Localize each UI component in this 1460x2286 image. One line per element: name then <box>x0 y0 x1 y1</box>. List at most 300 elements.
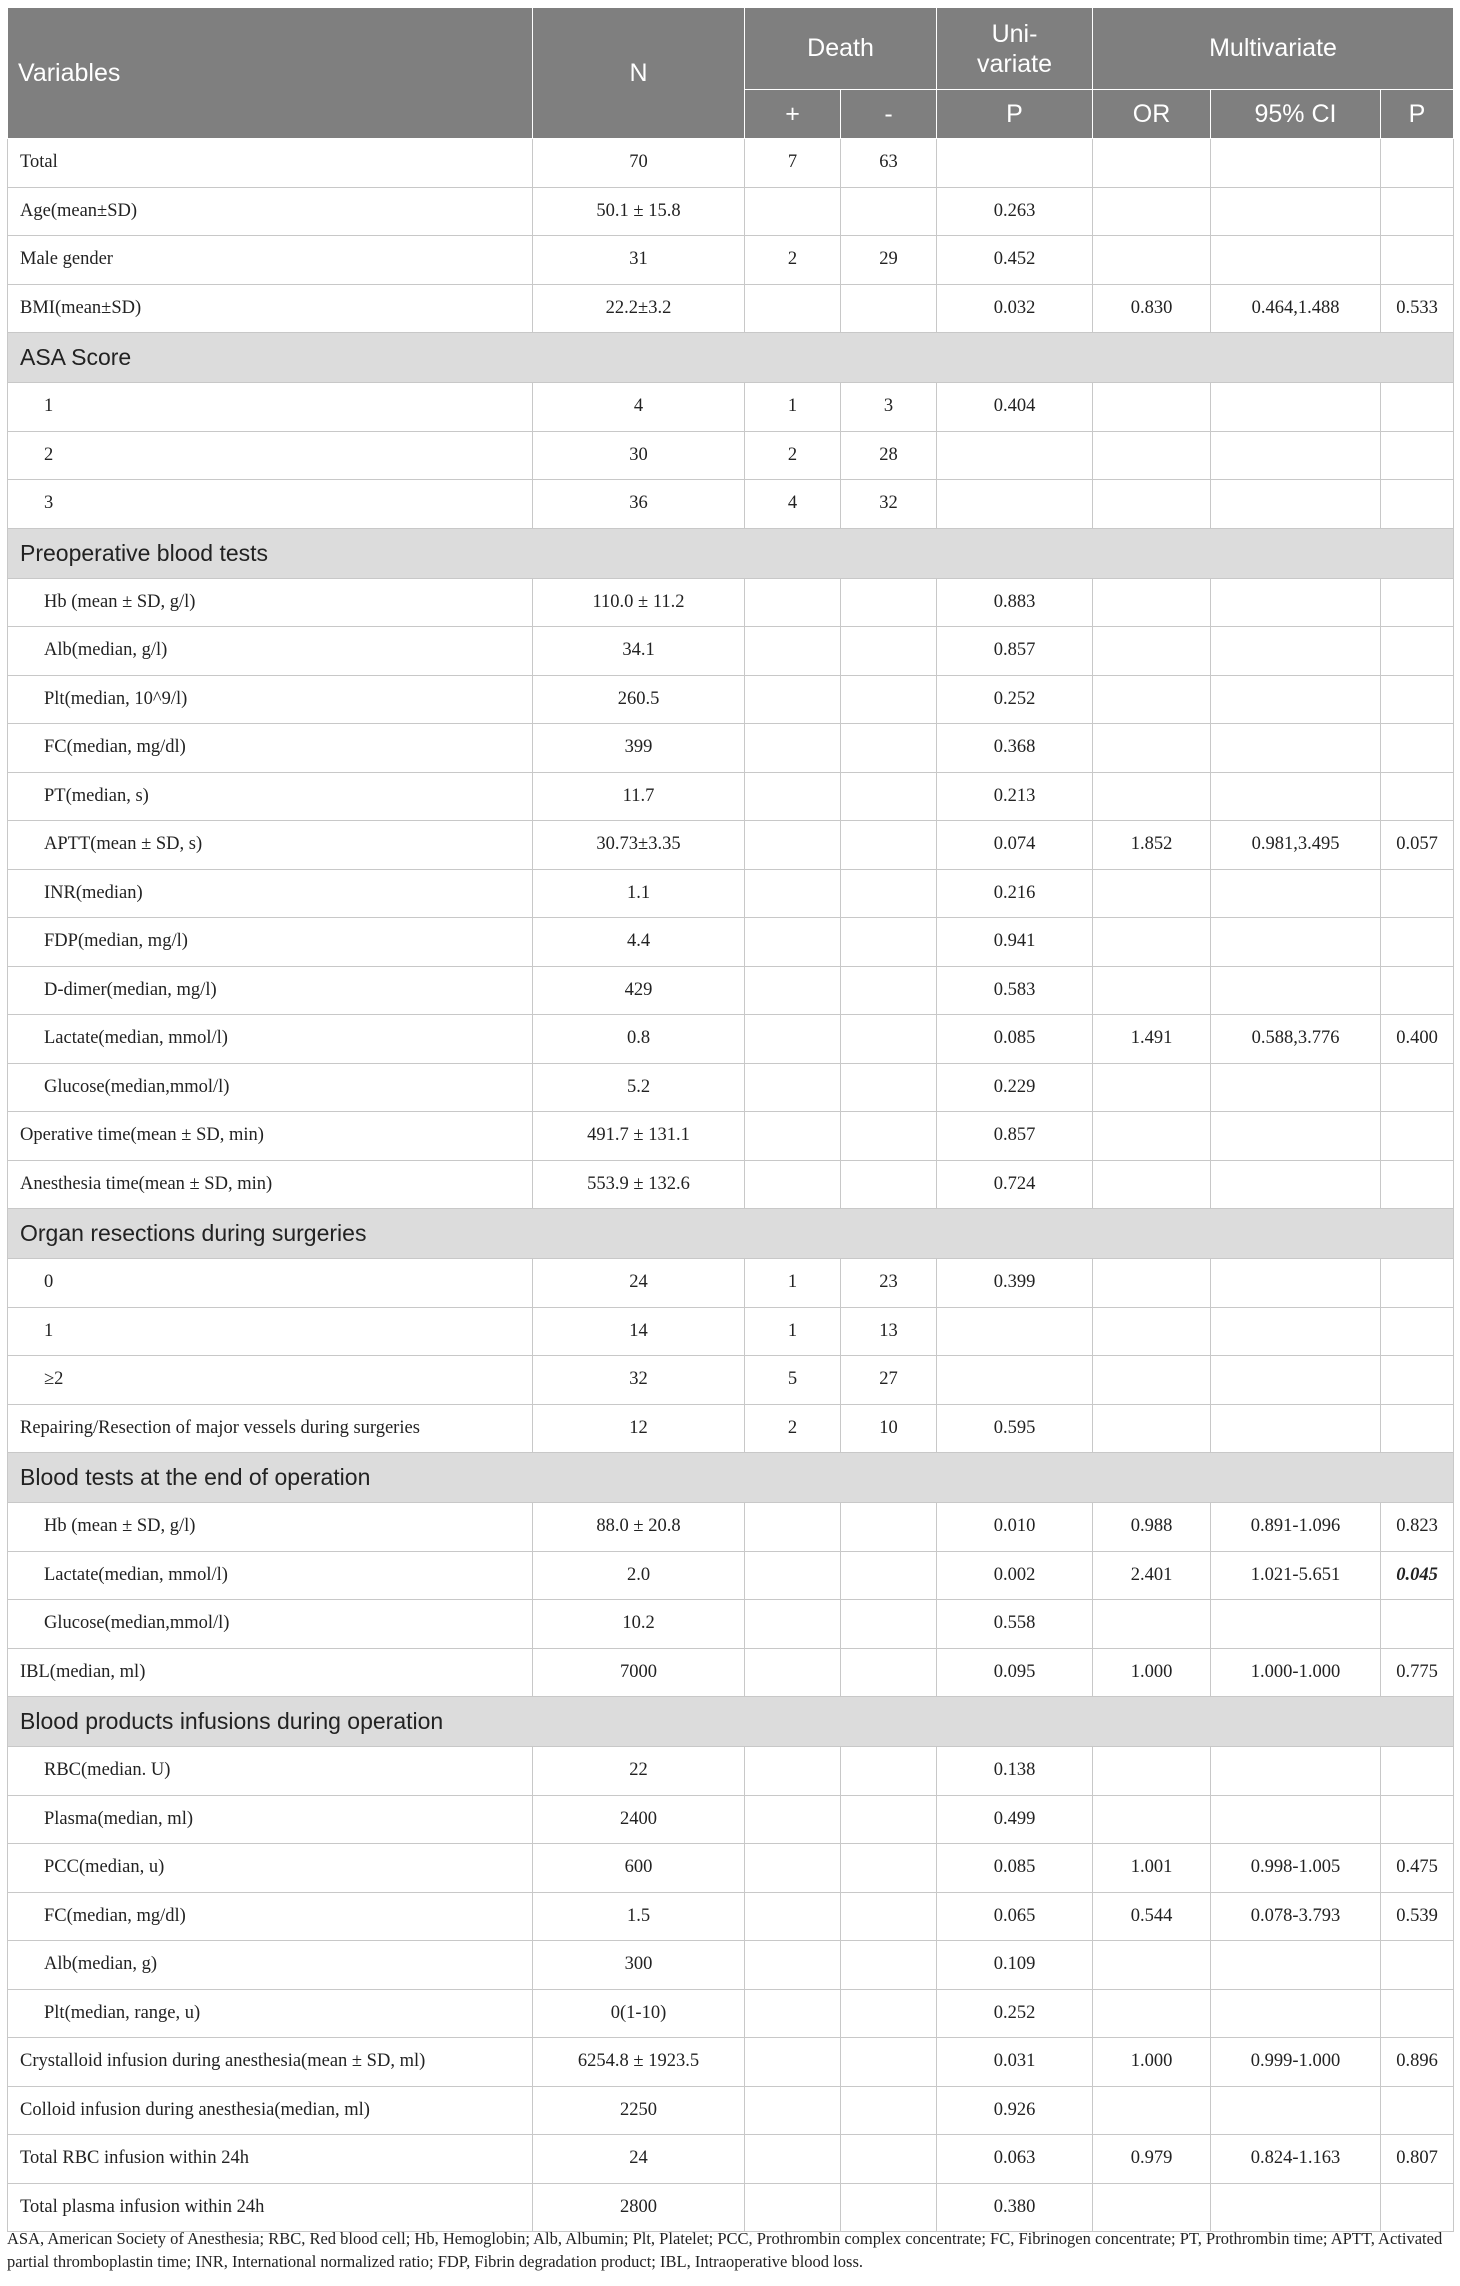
or-cell <box>1093 431 1211 480</box>
ci-cell: 0.998-1.005 <box>1211 1844 1381 1893</box>
death-minus-cell <box>841 284 937 333</box>
table-row <box>8 284 1454 333</box>
n-cell: 88.0 ± 20.8 <box>533 1503 745 1552</box>
death-plus-cell <box>745 724 841 773</box>
ci-cell <box>1211 869 1381 918</box>
section-label: Blood tests at the end of operation <box>8 1453 1454 1503</box>
or-cell: 1.852 <box>1093 821 1211 870</box>
death-minus-cell <box>841 1747 937 1796</box>
section-label: ASA Score <box>8 333 1454 383</box>
variable-label: PCC(median, u) <box>8 1844 533 1893</box>
table-row <box>8 966 1454 1015</box>
table-row <box>8 1259 1454 1308</box>
multivariate-p-cell <box>1381 869 1454 918</box>
univariate-p-cell <box>937 1356 1093 1405</box>
death-plus-cell: 4 <box>745 480 841 529</box>
death-plus-cell <box>745 821 841 870</box>
or-cell <box>1093 2086 1211 2135</box>
variable-label: Alb(median, g) <box>8 1941 533 1990</box>
death-plus-cell <box>745 1941 841 1990</box>
or-cell <box>1093 383 1211 432</box>
ci-cell <box>1211 1160 1381 1209</box>
variable-label: 3 <box>8 480 533 529</box>
variable-label: Total <box>8 139 533 188</box>
death-plus-cell <box>745 1063 841 1112</box>
multivariate-p-cell: 0.807 <box>1381 2135 1454 2184</box>
table-row <box>8 1112 1454 1161</box>
n-cell: 2250 <box>533 2086 745 2135</box>
death-minus-cell <box>841 1844 937 1893</box>
variable-label: Glucose(median,mmol/l) <box>8 1063 533 1112</box>
n-cell: 70 <box>533 139 745 188</box>
table-row <box>8 1795 1454 1844</box>
or-cell <box>1093 139 1211 188</box>
multivariate-p-cell <box>1381 480 1454 529</box>
n-cell: 4.4 <box>533 918 745 967</box>
ci-cell <box>1211 1941 1381 1990</box>
univariate-p-cell: 0.404 <box>937 383 1093 432</box>
death-minus-cell <box>841 966 937 1015</box>
variable-label: D-dimer(median, mg/l) <box>8 966 533 1015</box>
variable-label: Crystalloid infusion during anesthesia(mean ± SD, ml) <box>8 2038 533 2087</box>
ci-cell: 1.021-5.651 <box>1211 1551 1381 1600</box>
n-cell: 5.2 <box>533 1063 745 1112</box>
multivariate-p-cell <box>1381 1160 1454 1209</box>
or-cell <box>1093 578 1211 627</box>
or-cell <box>1093 675 1211 724</box>
univariate-p-cell: 0.252 <box>937 1989 1093 2038</box>
variable-label: Plasma(median, ml) <box>8 1795 533 1844</box>
table-row <box>8 2086 1454 2135</box>
header-univariate <box>937 8 1093 90</box>
table-row <box>8 139 1454 188</box>
or-cell <box>1093 627 1211 676</box>
univariate-p-cell <box>937 1307 1093 1356</box>
ci-cell: 0.824-1.163 <box>1211 2135 1381 2184</box>
univariate-p-cell: 0.941 <box>937 918 1093 967</box>
death-plus-cell <box>745 966 841 1015</box>
multivariate-p-cell <box>1381 1356 1454 1405</box>
header-univariate-text: Uni- variate <box>976 19 1053 78</box>
death-minus-cell <box>841 1112 937 1161</box>
death-minus-cell <box>841 772 937 821</box>
or-cell: 1.491 <box>1093 1015 1211 1064</box>
ci-cell: 1.000-1.000 <box>1211 1648 1381 1697</box>
table-container <box>7 7 1453 2232</box>
death-minus-cell <box>841 1892 937 1941</box>
n-cell: 6254.8 ± 1923.5 <box>533 2038 745 2087</box>
or-cell: 1.000 <box>1093 2038 1211 2087</box>
table-row <box>8 1551 1454 1600</box>
death-plus-cell <box>745 1112 841 1161</box>
n-cell: 491.7 ± 131.1 <box>533 1112 745 1161</box>
ci-cell <box>1211 236 1381 285</box>
n-cell: 50.1 ± 15.8 <box>533 187 745 236</box>
or-cell: 0.979 <box>1093 2135 1211 2184</box>
univariate-p-cell <box>937 480 1093 529</box>
ci-cell <box>1211 1063 1381 1112</box>
multivariate-p-cell <box>1381 431 1454 480</box>
table-body <box>8 139 1454 2232</box>
univariate-p-cell: 0.724 <box>937 1160 1093 1209</box>
multivariate-p-cell <box>1381 236 1454 285</box>
death-plus-cell <box>745 1892 841 1941</box>
death-plus-cell <box>745 2135 841 2184</box>
or-cell <box>1093 1112 1211 1161</box>
variable-label: 1 <box>8 383 533 432</box>
death-plus-cell: 5 <box>745 1356 841 1405</box>
univariate-p-cell: 0.085 <box>937 1844 1093 1893</box>
univariate-p-cell: 0.229 <box>937 1063 1093 1112</box>
death-plus-cell <box>745 1160 841 1209</box>
death-plus-cell <box>745 284 841 333</box>
or-cell <box>1093 918 1211 967</box>
header-or: OR <box>1093 90 1211 139</box>
multivariate-p-cell <box>1381 1941 1454 1990</box>
section-row <box>8 528 1454 578</box>
multivariate-p-cell <box>1381 1600 1454 1649</box>
multivariate-p-cell: 0.533 <box>1381 284 1454 333</box>
univariate-p-cell: 0.213 <box>937 772 1093 821</box>
n-cell: 2400 <box>533 1795 745 1844</box>
death-plus-cell <box>745 918 841 967</box>
n-cell: 24 <box>533 1259 745 1308</box>
univariate-p-cell: 0.252 <box>937 675 1093 724</box>
multivariate-p-cell: 0.896 <box>1381 2038 1454 2087</box>
death-minus-cell <box>841 1063 937 1112</box>
or-cell <box>1093 1747 1211 1796</box>
header-multivariate: Multivariate <box>1093 8 1454 90</box>
table-row <box>8 236 1454 285</box>
or-cell <box>1093 772 1211 821</box>
death-minus-cell: 29 <box>841 236 937 285</box>
death-minus-cell <box>841 1941 937 1990</box>
multivariate-p-cell: 0.045 <box>1381 1551 1454 1600</box>
section-label: Preoperative blood tests <box>8 528 1454 578</box>
or-cell <box>1093 1600 1211 1649</box>
n-cell: 36 <box>533 480 745 529</box>
header-univariate-p: P <box>937 90 1093 139</box>
n-cell: 4 <box>533 383 745 432</box>
or-cell: 1.000 <box>1093 1648 1211 1697</box>
n-cell: 1.5 <box>533 1892 745 1941</box>
table-row <box>8 1892 1454 1941</box>
n-cell: 32 <box>533 1356 745 1405</box>
table-row <box>8 1160 1454 1209</box>
table-row <box>8 869 1454 918</box>
death-plus-cell <box>745 869 841 918</box>
n-cell: 24 <box>533 2135 745 2184</box>
section-row <box>8 1697 1454 1747</box>
variable-label: Age(mean±SD) <box>8 187 533 236</box>
multivariate-p-cell <box>1381 383 1454 432</box>
ci-cell <box>1211 139 1381 188</box>
table-row <box>8 1989 1454 2038</box>
variable-label: Total plasma infusion within 24h <box>8 2183 533 2232</box>
header-death: Death <box>745 8 937 90</box>
n-cell: 399 <box>533 724 745 773</box>
n-cell: 2800 <box>533 2183 745 2232</box>
section-label: Organ resections during surgeries <box>8 1209 1454 1259</box>
death-minus-cell <box>841 2135 937 2184</box>
univariate-p-cell: 0.926 <box>937 2086 1093 2135</box>
table-row <box>8 918 1454 967</box>
ci-cell <box>1211 2183 1381 2232</box>
variable-label: Plt(median, 10^9/l) <box>8 675 533 724</box>
death-plus-cell <box>745 1551 841 1600</box>
ci-cell <box>1211 1989 1381 2038</box>
table-row <box>8 2038 1454 2087</box>
n-cell: 30.73±3.35 <box>533 821 745 870</box>
variable-label: Repairing/Resection of major vessels during surgeries <box>8 1404 533 1453</box>
n-cell: 2.0 <box>533 1551 745 1600</box>
multivariate-p-cell <box>1381 627 1454 676</box>
death-minus-cell <box>841 627 937 676</box>
n-cell: 22 <box>533 1747 745 1796</box>
ci-cell <box>1211 1112 1381 1161</box>
univariate-p-cell: 0.368 <box>937 724 1093 773</box>
n-cell: 34.1 <box>533 627 745 676</box>
table-row <box>8 431 1454 480</box>
ci-cell <box>1211 1307 1381 1356</box>
univariate-p-cell: 0.065 <box>937 1892 1093 1941</box>
variable-label: INR(median) <box>8 869 533 918</box>
univariate-p-cell: 0.095 <box>937 1648 1093 1697</box>
multivariate-p-cell: 0.400 <box>1381 1015 1454 1064</box>
table-row <box>8 1941 1454 1990</box>
n-cell: 31 <box>533 236 745 285</box>
death-plus-cell <box>745 2086 841 2135</box>
death-plus-cell <box>745 1795 841 1844</box>
table-row <box>8 1404 1454 1453</box>
results-table <box>7 7 1454 2232</box>
or-cell <box>1093 480 1211 529</box>
death-plus-cell <box>745 2183 841 2232</box>
variable-label: FC(median, mg/dl) <box>8 724 533 773</box>
table-row <box>8 1600 1454 1649</box>
table-row <box>8 675 1454 724</box>
ci-cell: 0.891-1.096 <box>1211 1503 1381 1552</box>
table-footnote: ASA, American Society of Anesthesia; RBC, Red blood cell; Hb, Hemoglobin; Alb, Albumin; Plt, Platelet; PCC, Prothrombin complex concentrate; FC, Fibrinogen concentrate; PT, Prothrombin time; APTT, Activated partial thromboplastin time; INR, International normalized ratio; FDP, Fibrin degradation product; IBL, Intraoperative blood loss. <box>7 2229 1443 2271</box>
univariate-p-cell: 0.558 <box>937 1600 1093 1649</box>
table-row <box>8 480 1454 529</box>
multivariate-p-cell <box>1381 2183 1454 2232</box>
or-cell <box>1093 1356 1211 1405</box>
table-row <box>8 187 1454 236</box>
death-minus-cell <box>841 1989 937 2038</box>
variable-label: Hb (mean ± SD, g/l) <box>8 578 533 627</box>
death-plus-cell <box>745 1503 841 1552</box>
univariate-p-cell: 0.031 <box>937 2038 1093 2087</box>
multivariate-p-cell <box>1381 1112 1454 1161</box>
univariate-p-cell: 0.883 <box>937 578 1093 627</box>
header-variables: Variables <box>8 8 533 139</box>
ci-cell: 0.981,3.495 <box>1211 821 1381 870</box>
death-plus-cell <box>745 675 841 724</box>
ci-cell <box>1211 187 1381 236</box>
multivariate-p-cell <box>1381 1259 1454 1308</box>
or-cell <box>1093 1307 1211 1356</box>
ci-cell <box>1211 1259 1381 1308</box>
or-cell: 1.001 <box>1093 1844 1211 1893</box>
or-cell <box>1093 1795 1211 1844</box>
variable-label: 2 <box>8 431 533 480</box>
death-plus-cell: 2 <box>745 431 841 480</box>
ci-cell <box>1211 675 1381 724</box>
ci-cell <box>1211 772 1381 821</box>
death-minus-cell <box>841 2183 937 2232</box>
ci-cell: 0.078-3.793 <box>1211 1892 1381 1941</box>
or-cell <box>1093 1259 1211 1308</box>
univariate-p-cell: 0.216 <box>937 869 1093 918</box>
multivariate-p-cell: 0.475 <box>1381 1844 1454 1893</box>
death-minus-cell <box>841 1600 937 1649</box>
variable-label: IBL(median, ml) <box>8 1648 533 1697</box>
table-row <box>8 821 1454 870</box>
table-row <box>8 2135 1454 2184</box>
or-cell <box>1093 1063 1211 1112</box>
death-minus-cell <box>841 578 937 627</box>
death-minus-cell: 28 <box>841 431 937 480</box>
variable-label: APTT(mean ± SD, s) <box>8 821 533 870</box>
multivariate-p-cell <box>1381 966 1454 1015</box>
variable-label: FC(median, mg/dl) <box>8 1892 533 1941</box>
variable-label: Total RBC infusion within 24h <box>8 2135 533 2184</box>
variable-label: Hb (mean ± SD, g/l) <box>8 1503 533 1552</box>
death-plus-cell <box>745 1747 841 1796</box>
ci-cell: 0.588,3.776 <box>1211 1015 1381 1064</box>
univariate-p-cell: 0.399 <box>937 1259 1093 1308</box>
ci-cell <box>1211 627 1381 676</box>
multivariate-p-cell: 0.057 <box>1381 821 1454 870</box>
or-cell <box>1093 724 1211 773</box>
death-plus-cell: 2 <box>745 236 841 285</box>
univariate-p-cell: 0.583 <box>937 966 1093 1015</box>
variable-label: Lactate(median, mmol/l) <box>8 1551 533 1600</box>
multivariate-p-cell <box>1381 1989 1454 2038</box>
multivariate-p-cell <box>1381 578 1454 627</box>
ci-cell <box>1211 1747 1381 1796</box>
death-minus-cell: 32 <box>841 480 937 529</box>
multivariate-p-cell <box>1381 1795 1454 1844</box>
variable-label: Glucose(median,mmol/l) <box>8 1600 533 1649</box>
multivariate-p-cell <box>1381 1307 1454 1356</box>
multivariate-p-cell <box>1381 772 1454 821</box>
or-cell <box>1093 2183 1211 2232</box>
multivariate-p-cell <box>1381 1063 1454 1112</box>
univariate-p-cell: 0.263 <box>937 187 1093 236</box>
univariate-p-cell: 0.857 <box>937 1112 1093 1161</box>
univariate-p-cell: 0.109 <box>937 1941 1093 1990</box>
ci-cell <box>1211 918 1381 967</box>
variable-label: Plt(median, range, u) <box>8 1989 533 2038</box>
n-cell: 600 <box>533 1844 745 1893</box>
n-cell: 22.2±3.2 <box>533 284 745 333</box>
ci-cell: 0.999-1.000 <box>1211 2038 1381 2087</box>
section-row <box>8 1453 1454 1503</box>
or-cell <box>1093 1941 1211 1990</box>
ci-cell <box>1211 1356 1381 1405</box>
ci-cell <box>1211 724 1381 773</box>
section-label: Blood products infusions during operation <box>8 1697 1454 1747</box>
univariate-p-cell: 0.063 <box>937 2135 1093 2184</box>
n-cell: 0.8 <box>533 1015 745 1064</box>
univariate-p-cell: 0.032 <box>937 284 1093 333</box>
variable-label: Operative time(mean ± SD, min) <box>8 1112 533 1161</box>
n-cell: 553.9 ± 132.6 <box>533 1160 745 1209</box>
table-row <box>8 2183 1454 2232</box>
or-cell <box>1093 187 1211 236</box>
death-minus-cell <box>841 1160 937 1209</box>
death-plus-cell: 1 <box>745 1307 841 1356</box>
univariate-p-cell: 0.857 <box>937 627 1093 676</box>
death-minus-cell <box>841 1648 937 1697</box>
table-row <box>8 724 1454 773</box>
death-plus-cell <box>745 187 841 236</box>
univariate-p-cell: 0.010 <box>937 1503 1093 1552</box>
ci-cell <box>1211 578 1381 627</box>
death-plus-cell <box>745 1989 841 2038</box>
death-minus-cell <box>841 675 937 724</box>
table-row <box>8 578 1454 627</box>
death-minus-cell <box>841 724 937 773</box>
death-minus-cell <box>841 187 937 236</box>
variable-label: Colloid infusion during anesthesia(median, ml) <box>8 2086 533 2135</box>
variable-label: Anesthesia time(mean ± SD, min) <box>8 1160 533 1209</box>
n-cell: 110.0 ± 11.2 <box>533 578 745 627</box>
death-minus-cell: 23 <box>841 1259 937 1308</box>
variable-label: FDP(median, mg/l) <box>8 918 533 967</box>
multivariate-p-cell <box>1381 2086 1454 2135</box>
header-n: N <box>533 8 745 139</box>
or-cell <box>1093 236 1211 285</box>
multivariate-p-cell: 0.539 <box>1381 1892 1454 1941</box>
death-plus-cell <box>745 2038 841 2087</box>
or-cell <box>1093 1989 1211 2038</box>
variable-label: 1 <box>8 1307 533 1356</box>
or-cell <box>1093 1160 1211 1209</box>
death-plus-cell <box>745 1844 841 1893</box>
univariate-p-cell: 0.595 <box>937 1404 1093 1453</box>
ci-cell <box>1211 383 1381 432</box>
multivariate-p-cell <box>1381 724 1454 773</box>
death-plus-cell <box>745 1600 841 1649</box>
table-row <box>8 1307 1454 1356</box>
multivariate-p-cell <box>1381 187 1454 236</box>
death-minus-cell <box>841 2086 937 2135</box>
or-cell <box>1093 1404 1211 1453</box>
table-row <box>8 627 1454 676</box>
header-death-minus: - <box>841 90 937 139</box>
death-minus-cell <box>841 1503 937 1552</box>
death-plus-cell <box>745 627 841 676</box>
n-cell: 30 <box>533 431 745 480</box>
death-plus-cell: 7 <box>745 139 841 188</box>
univariate-p-cell <box>937 139 1093 188</box>
n-cell: 429 <box>533 966 745 1015</box>
death-minus-cell <box>841 1551 937 1600</box>
ci-cell <box>1211 966 1381 1015</box>
table-row <box>8 1356 1454 1405</box>
variable-label: RBC(median. U) <box>8 1747 533 1796</box>
n-cell: 12 <box>533 1404 745 1453</box>
variable-label: PT(median, s) <box>8 772 533 821</box>
death-minus-cell: 27 <box>841 1356 937 1405</box>
n-cell: 1.1 <box>533 869 745 918</box>
variable-label: 0 <box>8 1259 533 1308</box>
univariate-p-cell: 0.452 <box>937 236 1093 285</box>
multivariate-p-cell: 0.775 <box>1381 1648 1454 1697</box>
